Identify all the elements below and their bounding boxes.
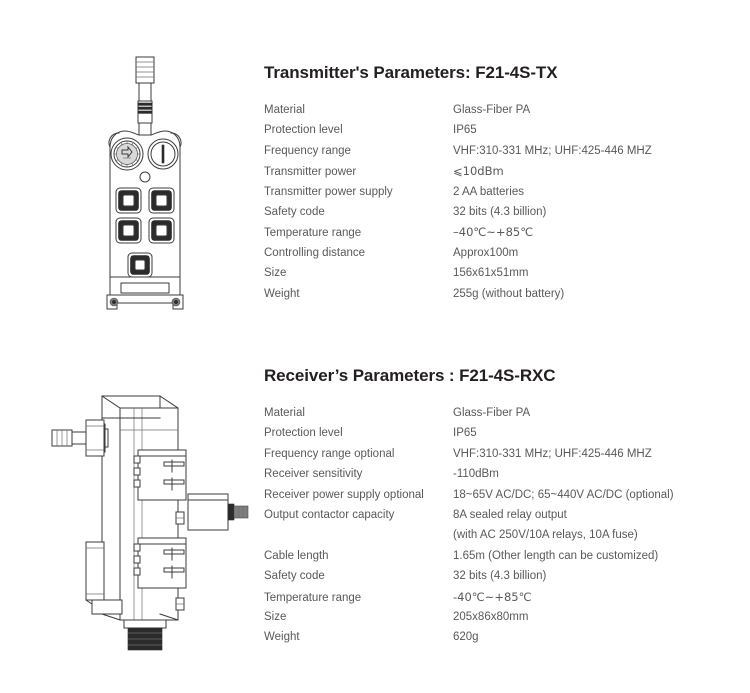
- spec-value: –40℃~+85℃: [453, 225, 534, 240]
- transmitter-section: [0, 0, 750, 330]
- spec-label: Frequency range optional: [264, 447, 395, 460]
- spec-row: [264, 222, 734, 242]
- spec-value: 1.65m (Other length can be customized): [453, 549, 659, 562]
- spec-value: 32 bits (4.3 billion): [453, 570, 547, 583]
- spec-label: Safety code: [264, 205, 325, 218]
- relay-module-lower: [134, 538, 186, 588]
- spec-row: [264, 464, 734, 484]
- spec-row: [264, 243, 734, 263]
- antenna-icon: [136, 57, 154, 135]
- spec-row: [264, 120, 734, 140]
- spec-value: Glass-Fiber PA: [453, 104, 531, 116]
- emergency-stop-button-icon: [111, 138, 143, 170]
- transmitter-spec-list: [264, 100, 734, 304]
- relay-module-upper: [134, 450, 186, 500]
- spec-label: Receiver power supply optional: [264, 488, 424, 501]
- upper-side-panel: [86, 420, 104, 456]
- latch-tab: [176, 598, 184, 610]
- label-plate: [121, 283, 169, 293]
- cable-gland-icon: [124, 620, 166, 650]
- spec-row: [264, 182, 734, 202]
- spec-value: 8A sealed relay output: [453, 508, 567, 521]
- spec-row: [264, 161, 734, 181]
- spec-value: 2 AA batteries: [453, 185, 524, 198]
- receiver-heading: Receiver’s Parameters : F21-4S-RXC: [264, 366, 556, 385]
- spec-label: Receiver sensitivity: [264, 468, 363, 481]
- push-button: [149, 218, 174, 243]
- spec-row: [264, 505, 734, 525]
- spec-label: Protection level: [264, 124, 343, 137]
- spec-value: ⩽10dBm: [453, 164, 504, 179]
- spec-row: [264, 546, 734, 566]
- spec-value: IP65: [453, 124, 477, 137]
- start-button: [128, 253, 152, 277]
- spec-row: [264, 141, 734, 161]
- spec-value: -110dBm: [453, 468, 499, 481]
- spec-row: [264, 403, 734, 423]
- push-button: [149, 188, 174, 213]
- transmitter-spec-panel: [264, 62, 734, 304]
- spec-label: Controlling distance: [264, 246, 366, 259]
- spec-value: 32 bits (4.3 billion): [453, 205, 547, 218]
- spec-label: Size: [264, 610, 287, 623]
- spec-value: Approx100m: [453, 246, 519, 259]
- spec-label: Temperature range: [264, 227, 362, 240]
- spec-label: Material: [264, 104, 305, 116]
- spec-row-continuation: [264, 525, 734, 545]
- spec-row: [264, 263, 734, 283]
- spec-row: [264, 607, 734, 627]
- spec-row: [264, 423, 734, 443]
- spec-value: -40℃~+85℃: [453, 589, 532, 604]
- spec-row: [264, 284, 734, 304]
- push-button: [116, 188, 141, 213]
- spec-value: 255g (without battery): [453, 287, 565, 300]
- spec-row: [264, 627, 734, 647]
- spec-label: Weight: [264, 287, 300, 300]
- spec-value: VHF:310-331 MHz; UHF:425-446 MHZ: [453, 447, 652, 460]
- spec-value: 18~65V AC/DC; 65~440V AC/DC (optional): [453, 488, 674, 501]
- spec-label: Size: [264, 267, 287, 280]
- spec-label: Cable length: [264, 549, 329, 562]
- push-button: [116, 218, 141, 243]
- latch-tab: [176, 512, 184, 524]
- spec-value: VHF:310-331 MHz; UHF:425-446 MHZ: [453, 144, 652, 157]
- spec-label: Transmitter power: [264, 166, 357, 179]
- transmitter-heading: Transmitter's Parameters: F21-4S-TX: [264, 63, 558, 82]
- transmitter-f21-4s-tx-illustration: [95, 55, 195, 310]
- spec-value: (with AC 250V/10A relays, 10A fuse): [453, 529, 638, 542]
- spec-row: [264, 485, 734, 505]
- spec-row: [264, 202, 734, 222]
- spec-label: Protection level: [264, 427, 343, 440]
- spec-label: Temperature range: [264, 591, 362, 604]
- spec-label: Frequency range: [264, 144, 351, 157]
- spec-value: Glass-Fiber PA: [453, 407, 531, 419]
- spec-label: Safety code: [264, 570, 325, 583]
- receiver-section: [0, 345, 750, 693]
- spec-row: [264, 100, 734, 120]
- receiver-f21-4s-rxc-illustration: [42, 390, 257, 650]
- spec-label: Material: [264, 407, 305, 419]
- spec-label: Weight: [264, 631, 300, 644]
- key-switch-icon: [148, 139, 178, 169]
- spec-value: 156x61x51mm: [453, 267, 529, 280]
- receiver-spec-list: [264, 403, 734, 648]
- receiver-spec-panel: [264, 365, 734, 648]
- spec-value: IP65: [453, 427, 477, 440]
- spec-row: [264, 587, 734, 607]
- spec-label: Output contactor capacity: [264, 508, 395, 521]
- fuse-holder-icon: [188, 494, 248, 530]
- spec-value: 205x86x80mm: [453, 610, 529, 623]
- spec-label: Transmitter power supply: [264, 185, 393, 198]
- spec-value: 620g: [453, 631, 479, 644]
- spec-row: [264, 444, 734, 464]
- spec-row: [264, 566, 734, 586]
